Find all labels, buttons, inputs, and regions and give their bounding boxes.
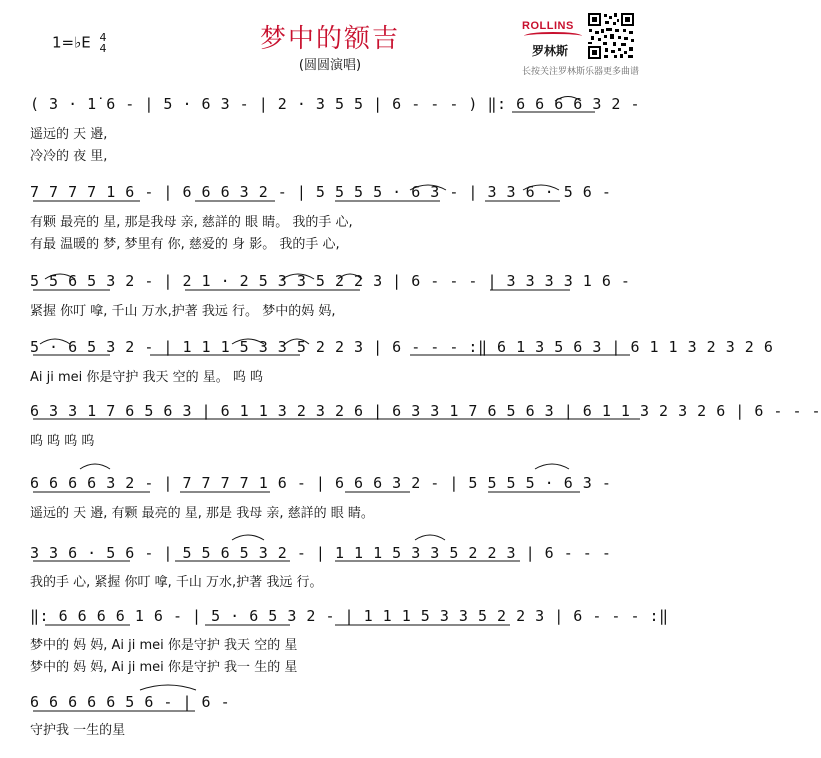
slur <box>410 185 446 190</box>
time-top: 4 <box>99 31 107 44</box>
slur <box>140 685 196 690</box>
melody-line: 6 6 6 6 6 5 6 - | 6 - <box>30 693 231 711</box>
slur <box>232 339 264 344</box>
melody-line: 7 7 7 7 1 6 - | 6 6 6 3 2 - | 5 5 5 5 · 6 3 - | 3 3 6 · 5 6 - <box>30 183 612 201</box>
melody-line: 3 3 6 · 5 6 - | 5 5 6 5 3 2 - | 1 1 1 5 3 3 5 2 2 3 | 6 - - - <box>30 544 612 562</box>
lyric-line: 我的手 心, 紧握 你叮 嗱, 千山 万水,护著 我远 行。 <box>30 575 323 590</box>
slur <box>40 339 70 344</box>
slur <box>555 97 581 102</box>
lyric-line: 呜 呜 呜 呜 <box>30 434 95 449</box>
brand-name-en: ROLLINS <box>522 20 574 32</box>
brand-name-cn: 罗林斯 <box>532 44 569 58</box>
time-bottom: 4 <box>99 42 107 55</box>
lyric-line: 梦中的 妈 妈, Ai ji mei 你是守护 我一 生的 星 <box>30 660 298 675</box>
slur <box>80 464 110 469</box>
lyric-line: 梦中的 妈 妈, Ai ji mei 你是守护 我天 空的 星 <box>30 638 298 653</box>
slur <box>535 464 569 469</box>
melody-line: 5 · 6 5 3 2 - | 1 1 1 5 3 3 5 2 2 3 | 6 - - - :‖ 6 1 3 5 6 3 | 6 1 1 3 2 3 2 6 <box>30 338 774 356</box>
key-prefix: 1= <box>52 33 75 52</box>
lyric-line: 冷冷的 夜 里, <box>30 149 108 164</box>
slur <box>282 274 314 279</box>
lyric-line: 紧握 你叮 嗱, 千山 万水,护著 我远 行。 梦中的妈 妈, <box>30 304 336 319</box>
slur <box>523 185 559 190</box>
slur <box>415 535 445 540</box>
melody-line: 5 5 6 5 3 2 - | 2 1 · 2 5 3 3 5 2 2 3 | 6 - - - | 3 3 3 3 1 6 - <box>30 272 631 290</box>
melody-line: 6 6 6 6 3 2 - | 7 7 7 7 1 6 - | 6 6 6 3 2 - | 5 5 5 5 · 6 3 - <box>30 474 612 492</box>
lyric-line: 有颗 最亮的 星, 那是我母 亲, 慈詳的 眼 睛。 我的手 心, <box>30 215 353 230</box>
melody-line: 6 3 3 1 7 6 5 6 3 | 6 1 1 3 2 3 2 6 | 6 3 3 1 7 6 5 6 3 | 6 1 1 3 2 3 2 6 | 6 - - - <box>30 402 821 420</box>
slur <box>232 535 264 540</box>
key-note: ♭E <box>74 33 91 52</box>
lyric-line: Ai ji mei 你是守护 我天 空的 星。 呜 呜 <box>30 370 264 385</box>
lyric-line: 遥远的 天 邉, <box>30 127 108 142</box>
slur <box>338 274 362 279</box>
follow-caption: 长按关注罗林斯乐器更多曲谱 <box>522 67 640 77</box>
melody-line: ( 3 · 1̇ 6 - | 5 · 6 3 - | 2 · 3 5 5 | 6 - - - ) ‖: 6 6 6 6 3 2 - <box>30 95 640 113</box>
lyric-line: 有最 温暖的 梦, 梦里有 你, 慈爱的 身 影。 我的手 心, <box>30 237 340 252</box>
slur <box>285 339 309 344</box>
melody-line: ‖: 6 6 6 6 1 6 - | 5 · 6 5 3 2 - | 1 1 1 5 3 3 5 2 2 3 | 6 - - - :‖ <box>30 607 669 625</box>
lyric-line: 遥远的 天 邉, 有颗 最亮的 星, 那是 我母 亲, 慈詳的 眼 睛。 <box>30 506 374 521</box>
slur <box>45 274 75 279</box>
lyric-line: 守护我 一生的星 <box>30 723 126 738</box>
singer-credit: (圆圆演唱) <box>298 58 362 73</box>
song-title: 梦中的额吉 <box>259 24 400 54</box>
